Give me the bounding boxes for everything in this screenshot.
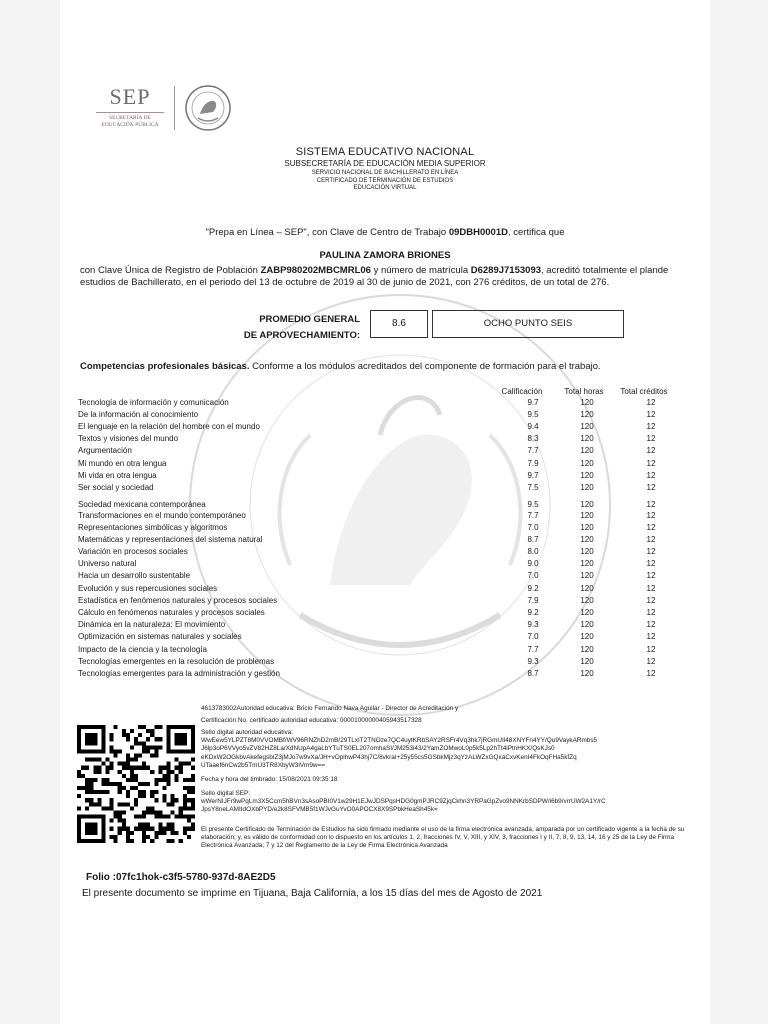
hours-cell: 120 — [580, 523, 594, 532]
grade-cell: 8.0 — [527, 547, 539, 556]
grade-cell: 7.0 — [527, 523, 539, 532]
credits-cell: 12 — [646, 459, 656, 468]
module-name: Optimización en sistemas naturales y sociales — [78, 632, 242, 641]
grade-cell: 7.9 — [527, 596, 539, 605]
col-header-creditos: Total créditos — [620, 387, 668, 396]
credits-cell: 12 — [646, 669, 656, 678]
hours-cell: 120 — [580, 559, 594, 568]
grade-cell: 8.3 — [527, 434, 539, 443]
hours-cell: 120 — [580, 483, 594, 492]
sello-sep-1: wWerNIJFr9wPqLm3X5Ccm5hBVn3sAsoPBI0V1w29H1EJwJDSPqsHDG0gmPJRC9ZjqCkhn3YRPaGpZvo9NNKrbSDPW/i6b9/vrrUW2A1Y/rC — [201, 798, 606, 806]
grade-cell: 7.7 — [527, 511, 539, 520]
printed-location-date: El presente documento se imprime en Tijuana, Baja California, a los 15 días del mes de Agosto de 2021 — [82, 888, 543, 899]
credits-cell: 12 — [646, 571, 656, 580]
module-name: Sociedad mexicana contemporánea — [78, 500, 206, 509]
module-name: Tecnologías emergentes en la resolución de problemas — [78, 657, 275, 666]
hours-cell: 120 — [580, 398, 594, 407]
legal-notice: El presente Certificado de Terminación de Estudios ha sido firmado mediante el uso de la firma electrónica avanzada, amparada por un certificado vigente a la fecha de su elaboración; y, es válido de conformidad con lo dispuesto en los artículos 1, 2, fracciones IV, V, XIII, y XIV, 3, fracciones I y II, 7, 8, 9, 13, 14, 16 y 25 de la Ley de Firma Electrónica Avanzada; 7 y 12 del Reglamento de la Ley de Firma Electrónica Avanzada — [201, 826, 685, 850]
credits-cell: 12 — [646, 511, 656, 520]
sep-logo-text: SEP — [109, 84, 151, 109]
header-subtitle: SUBSECRETARÍA DE EDUCACIÓN MEDIA SUPERIOR — [284, 159, 486, 168]
credits-cell: 12 — [646, 547, 656, 556]
sello-ae-label: Sello digital autoridad educativa: — [201, 729, 294, 736]
grade-cell: 9.7 — [527, 398, 539, 407]
credits-cell: 12 — [646, 483, 656, 492]
competencias-heading-bold: Competencias profesionales básicas. — [80, 361, 250, 372]
grade-cell: 9.2 — [527, 584, 539, 593]
module-name: El lenguaje en la relación del hombre con el mundo — [78, 422, 260, 431]
grade-cell: 7.0 — [527, 571, 539, 580]
grade-cell: 8.7 — [527, 535, 539, 544]
credits-cell: 12 — [646, 584, 656, 593]
grade-cell: 9.5 — [527, 500, 539, 509]
module-name: Universo natural — [78, 559, 137, 568]
module-name: Transformaciones en el mundo contemporáneo — [78, 511, 246, 520]
signature-line-1: 4613783002Autoridad educativa: Bricio Fernando Nava Aguilar - Director de Acreditación y — [201, 705, 459, 712]
module-name: Dinámica en la naturaleza: El movimiento — [78, 620, 226, 629]
hours-cell: 120 — [580, 410, 594, 419]
hours-cell: 120 — [580, 657, 594, 666]
sello-sep-label: Sello digital SEP: — [201, 790, 251, 797]
hours-cell: 120 — [580, 511, 594, 520]
para-part-2: y número de matrícula — [370, 265, 471, 276]
header-title: SISTEMA EDUCATIVO NACIONAL — [295, 146, 475, 158]
hours-cell: 120 — [580, 632, 594, 641]
table-row — [78, 446, 688, 459]
credits-cell: 12 — [646, 559, 656, 568]
credits-cell: 12 — [646, 608, 656, 617]
matricula-value: D6289J7153093 — [470, 265, 542, 276]
grade-cell: 9.3 — [527, 657, 539, 666]
table-row — [78, 632, 688, 645]
hours-cell: 120 — [580, 645, 594, 654]
grade-cell: 7.7 — [527, 446, 539, 455]
module-name: Argumentación — [78, 446, 132, 455]
national-seal-icon — [184, 84, 232, 132]
credits-cell: 12 — [646, 500, 656, 509]
average-label — [210, 312, 360, 344]
grade-cell: 9.7 — [527, 471, 539, 480]
credits-cell: 12 — [646, 657, 656, 666]
curp-value: ZABP980202MBCMRL06 — [260, 265, 371, 276]
certification-paragraph — [80, 265, 690, 289]
signature-line-2: Certificación No. certificado autoridad educativa: 00001000000405943517328 — [201, 717, 422, 724]
hours-cell: 120 — [580, 471, 594, 480]
average-words-box: OCHO PUNTO SEIS — [432, 310, 624, 338]
average-label-line1: PROMEDIO GENERAL — [259, 314, 360, 325]
certificate-page — [60, 0, 710, 1024]
header-lines — [60, 170, 710, 193]
module-name: Matemáticas y representaciones del sistema natural — [78, 535, 263, 544]
module-name: Evolución y sus repercusiones sociales — [78, 584, 218, 593]
viewer-left-margin — [0, 0, 60, 1024]
grade-cell: 7.0 — [527, 632, 539, 641]
grade-cell: 7.7 — [527, 645, 539, 654]
grade-cell: 9.0 — [527, 559, 539, 568]
module-name: Tecnología de información y comunicación — [78, 398, 229, 407]
certifies-suffix: , certifica que — [508, 227, 565, 238]
header-line-5: EDUCACIÓN VIRTUAL — [353, 185, 417, 192]
module-name: Cálculo en fenómenos naturales y procesos sociales — [78, 608, 265, 617]
sello-ae-1: WwEew5YLPZT8M0VVOMBf/WV96RNZhD2mB/29TLxIT2TNOze7QC4uytKRbSAY2RSFr4Vq3hk7jRGmUIl48XNYFn4YY/Qu9VaykARmbs5 — [201, 737, 598, 745]
grade-cell: 9.3 — [527, 620, 539, 629]
average-label-line2: DE APROVECHAMIENTO: — [243, 330, 360, 341]
sep-logo-divider — [96, 112, 164, 113]
average-value-box: 8.6 — [370, 310, 428, 338]
hours-cell: 120 — [580, 446, 594, 455]
module-name: De la información al conocimiento — [78, 410, 199, 419]
hours-cell: 120 — [580, 584, 594, 593]
grade-cell: 7.9 — [527, 459, 539, 468]
module-name: Mi mundo en otra lengua — [78, 459, 167, 468]
grade-cell: 9.4 — [527, 422, 539, 431]
hours-cell: 120 — [580, 669, 594, 678]
certifies-prefix: "Prepa en Línea – SEP", con Clave de Centro de Trabajo — [205, 227, 449, 238]
para-part-3: , acreditó totalmente el plande estudios de Bachillerato, en el periodo del 13 de octubre de 2019 al 30 de junio de 2021, con 276 créditos, de un total de 276. — [80, 265, 669, 288]
hours-cell: 120 — [580, 608, 594, 617]
hours-cell: 120 — [580, 596, 594, 605]
hours-cell: 120 — [580, 547, 594, 556]
certifies-line — [60, 227, 710, 238]
sello-ae-2: J6lp3oP6VVyo5vZV82HZ8La/XdNUpA4gaLbYTuTS0EL207omhaSI/JM253i43/2YamZOMwoL0p5k5Lp2hTt4iPtnHKX/QsKJs0 — [201, 745, 555, 753]
col-header-calificacion: Calificación — [501, 387, 543, 396]
credits-cell: 12 — [646, 596, 656, 605]
credits-cell: 12 — [646, 410, 656, 419]
module-name: Tecnologías emergentes para la administración y gestión — [78, 669, 280, 678]
credits-cell: 12 — [646, 422, 656, 431]
module-name: Variación en procesos sociales — [78, 547, 188, 556]
sep-logo-sub1: SECRETARÍA DE — [109, 115, 151, 121]
credits-cell: 12 — [646, 645, 656, 654]
module-name: Impacto de la ciencia y la tecnología — [78, 645, 207, 654]
hours-cell: 120 — [580, 535, 594, 544]
timbrado-date: Fecha y hora del timbrado: 15/08/2021 09:35:18 — [201, 776, 338, 783]
module-name: Hacia un desarrollo sustentable — [78, 571, 191, 580]
qr-code — [77, 725, 195, 843]
credits-cell: 12 — [646, 434, 656, 443]
credits-cell: 12 — [646, 632, 656, 641]
viewer-right-margin — [710, 0, 768, 1024]
table-row — [78, 483, 688, 496]
module-name: Ser social y sociedad — [78, 483, 154, 492]
grade-cell: 9.5 — [527, 410, 539, 419]
folio: Folio :07fc1hok-c3f5-5780-937d-8AE2D5 — [86, 872, 276, 883]
credits-cell: 12 — [646, 471, 656, 480]
credits-cell: 12 — [646, 535, 656, 544]
sep-logo-sub2: EDUCACIÓN PÚBLICA — [101, 122, 159, 128]
hours-cell: 120 — [580, 422, 594, 431]
grade-cell: 8.7 — [527, 669, 539, 678]
sep-logo — [90, 84, 170, 129]
hours-cell: 120 — [580, 620, 594, 629]
credits-cell: 12 — [646, 620, 656, 629]
competencias-heading — [80, 361, 601, 372]
sello-sep-block — [201, 790, 691, 815]
col-header-horas: Total horas — [564, 387, 604, 396]
table-row — [78, 669, 688, 682]
module-name: Representaciones simbólicas y algoritmos — [78, 523, 228, 532]
sello-ae-block — [201, 729, 691, 770]
sello-ae-3: eKDxW2OGkbvAkefegsbIZ3jMJo7w9vXa/JH+vOpihwP43hj7C/8vkraI+25y55cs5GSbkMjz3qYzALWZxGQxaCxvKenI4FkOqFHa5kfZq — [201, 753, 577, 761]
header-line-4: CERTIFICADO DE TERMINACIÓN DE ESTUDIOS — [316, 177, 454, 184]
hours-cell: 120 — [580, 459, 594, 468]
sello-sep-2: JpsY8neLAMIIdOXbPYD/e2k8SFVMB5f1WJvGuYvO0APOCX8X9SPbkHeaSh45k= — [201, 806, 438, 814]
module-name: Mi vida en otra lengua — [78, 471, 157, 480]
grade-cell: 7.5 — [527, 483, 539, 492]
para-part-1: con Clave Única de Registro de Población — [80, 265, 261, 276]
header-line-3: SERVICIO NACIONAL DE BACHILLERATO EN LÍNEA — [311, 170, 459, 176]
logo-separator — [174, 86, 175, 130]
hours-cell: 120 — [580, 434, 594, 443]
module-name: Textos y visiones del mundo — [78, 434, 179, 443]
credits-cell: 12 — [646, 398, 656, 407]
credits-cell: 12 — [646, 446, 656, 455]
grade-cell: 9.2 — [527, 608, 539, 617]
credits-cell: 12 — [646, 523, 656, 532]
competencias-heading-rest: Conforme a los módulos acreditados del componente de formación para el trabajo. — [249, 361, 601, 372]
sello-ae-4: UTaaef6nCw2b5TmU3TR8XbyW3lVm9w== — [201, 761, 325, 769]
student-name: PAULINA ZAMORA BRIONES — [319, 250, 451, 261]
hours-cell: 120 — [580, 500, 594, 509]
cct-code: 09DBH0001D — [448, 227, 508, 238]
hours-cell: 120 — [580, 571, 594, 580]
module-name: Estadística en fenómenos naturales y procesos sociales — [78, 596, 278, 605]
table-row — [78, 571, 688, 584]
